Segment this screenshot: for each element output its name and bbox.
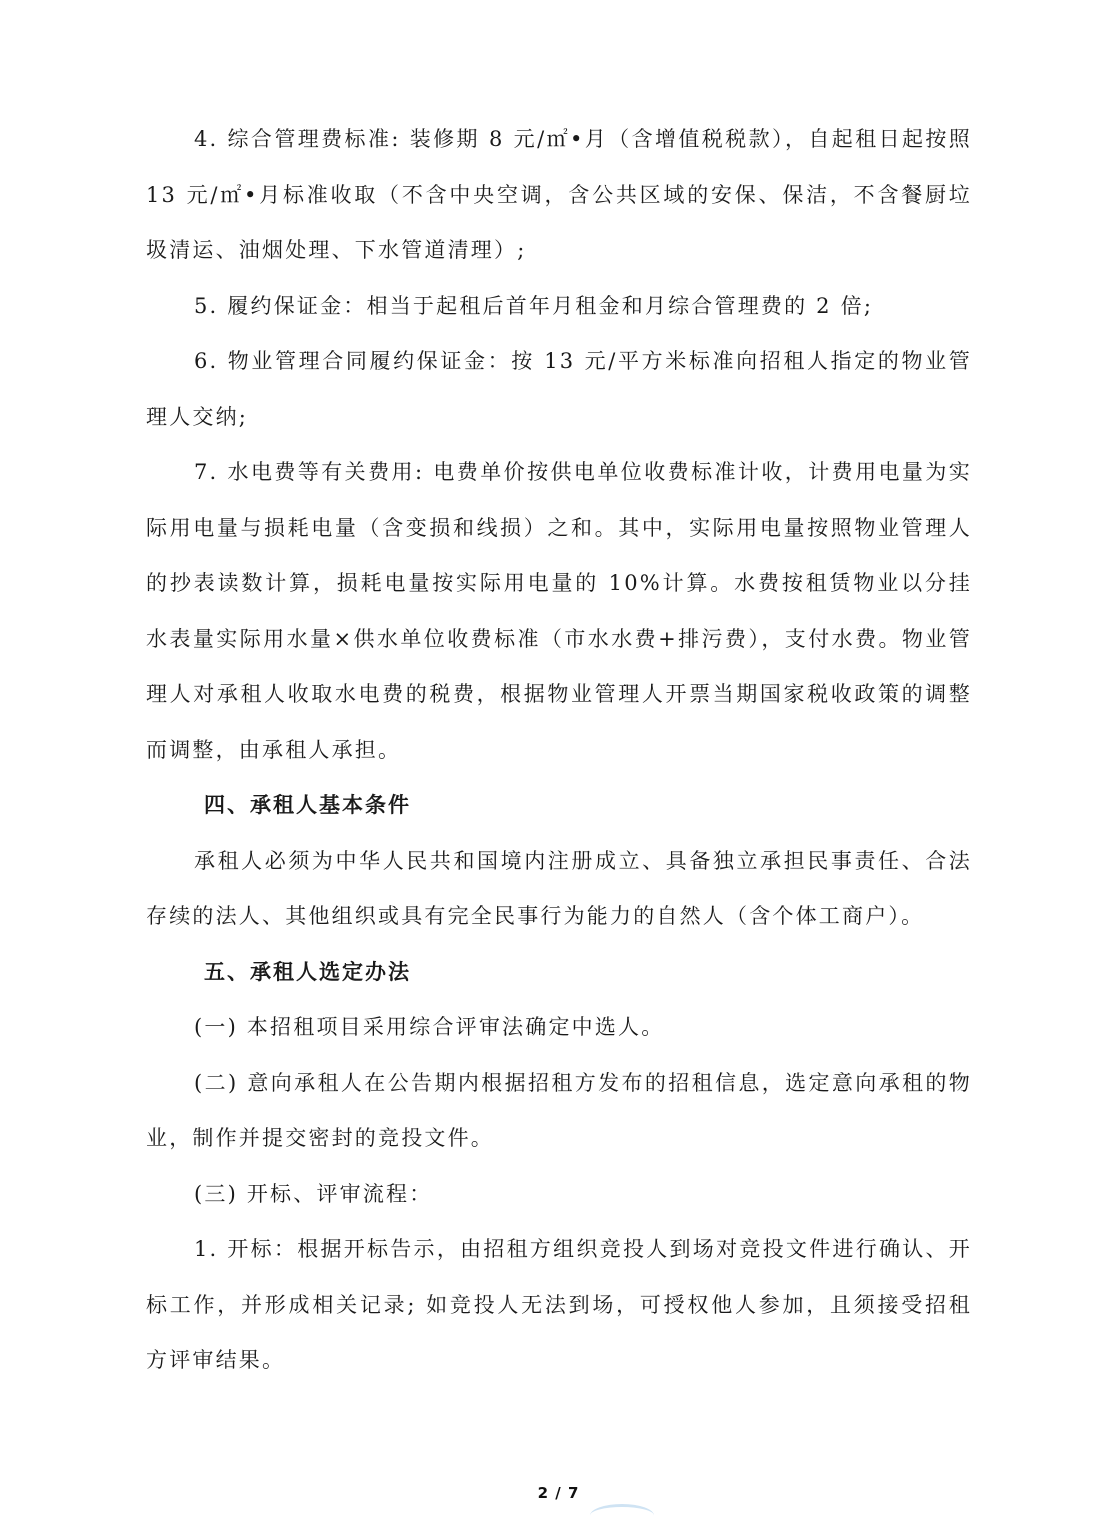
paragraph-selection-3: (三) 开标、评审流程： <box>194 1181 433 1206</box>
document-body <box>146 112 972 1389</box>
paragraph-management-fee: 4. 综合管理费标准: 装修期 8 元/㎡•月（含增值税税款），自起租日起按照 13 元/㎡•月标准收取（不含中央空调，含公共区域的安保、保洁，不含餐厨垃圾清运、油烟处理、下水管道清理）; <box>146 127 972 262</box>
paragraph-property-contract-deposit: 6. 物业管理合同履约保证金：按 13 元/平方米标准向招租人指定的物业管理人交纳; <box>146 349 972 429</box>
paragraph-selection-2: (二) 意向承租人在公告期内根据招租方发布的招租信息，选定意向承租的物业，制作并提交密封的竞投文件。 <box>146 1070 972 1150</box>
paragraph-tenant-requirement: 承租人必须为中华人民共和国境内注册成立、具备独立承担民事责任、合法存续的法人、其他组织或具有完全民事行为能力的自然人（含个体工商户）。 <box>146 848 972 928</box>
scroll-indicator-arc <box>590 1504 654 1527</box>
page-number: 2 / 7 <box>537 1484 580 1502</box>
paragraph-performance-deposit: 5. 履约保证金：相当于起租后首年月租金和月综合管理费的 2 倍; <box>194 293 874 318</box>
paragraph-utility-fees: 7. 水电费等有关费用: 电费单价按供电单位收费标准计收，计费用电量为实际用电量与损耗电量（含变损和线损）之和。其中，实际用电量按照物业管理人的抄表读数计算，损耗电量按实际用电量的 10%计算。水费按租赁物业以分挂水表量实际用水量×供水单位收费标准（市水水费+排污费），支付水费。物业管理人对承租人收取水电费的税费，根据物业管理人开票当期国家税收政策的调整而调整，由承租人承担。 <box>146 460 972 762</box>
paragraph-bid-opening: 1. 开标：根据开标告示，由招租方组织竞投人到场对竞投文件进行确认、开标工作，并形成相关记录; 如竞投人无法到场，可授权他人参加，且须接受招租方评审结果。 <box>146 1237 972 1372</box>
paragraph-selection-1: (一) 本招租项目采用综合评审法确定中选人。 <box>194 1015 665 1039</box>
section-heading-selection-method: 五、承租人选定办法 <box>204 959 411 984</box>
section-heading-tenant-conditions: 四、承租人基本条件 <box>204 793 411 817</box>
